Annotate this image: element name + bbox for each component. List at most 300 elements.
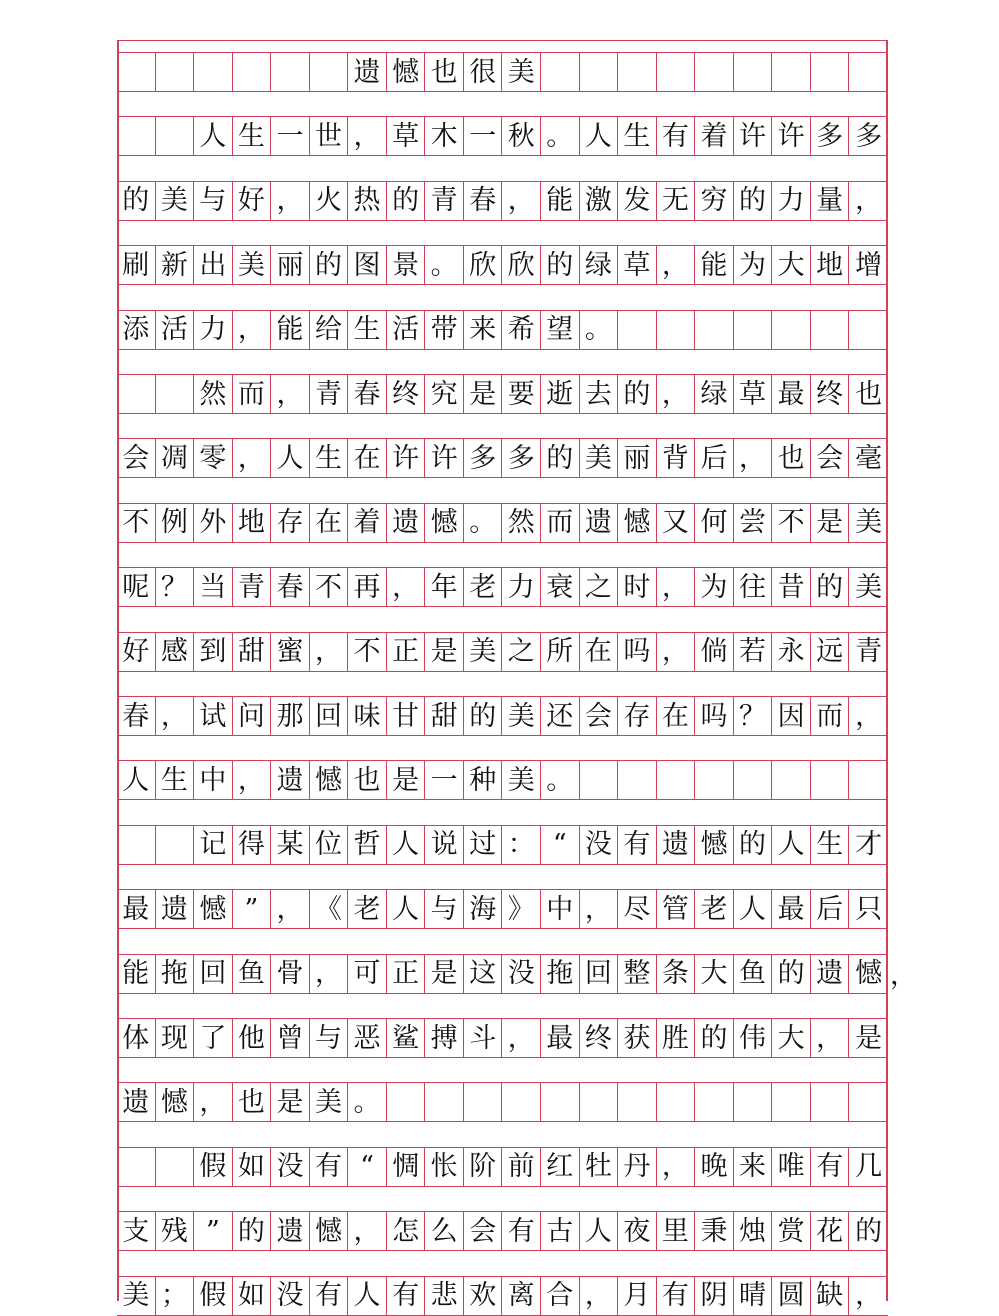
grid-cell: 若 bbox=[734, 633, 773, 671]
grid-cell: ， bbox=[271, 182, 310, 220]
grid-cell: 有 bbox=[811, 1148, 850, 1186]
grid-cell: 是 bbox=[425, 633, 464, 671]
grid-cell: 。 bbox=[580, 311, 619, 349]
grid-cell: 绿 bbox=[580, 246, 619, 284]
grid-cell: 能 bbox=[695, 246, 734, 284]
grid-cell: 也 bbox=[855, 378, 883, 410]
grid-cell: ； bbox=[156, 1277, 195, 1315]
grid-cell: 斗 bbox=[464, 1019, 503, 1057]
grid-cell: 最 bbox=[541, 1019, 580, 1057]
text-row bbox=[117, 954, 888, 994]
grid-cell: 。 bbox=[348, 1083, 387, 1121]
grid-cell: 的 bbox=[772, 955, 811, 993]
grid-cell bbox=[811, 53, 850, 91]
grid-cell: ， bbox=[271, 375, 310, 413]
grid-cell: 大 bbox=[772, 1019, 811, 1057]
grid-cell: ： bbox=[502, 826, 541, 864]
grid-cell bbox=[580, 1083, 619, 1121]
grid-cell: ， bbox=[310, 955, 349, 993]
grid-cell: 体 bbox=[117, 1019, 156, 1057]
grid-cell: 胜 bbox=[657, 1019, 696, 1057]
grid-cell: ， bbox=[657, 375, 696, 413]
grid-cell: 憾 bbox=[425, 504, 464, 542]
grid-cell: 生 bbox=[811, 826, 850, 864]
grid-cell: ， bbox=[580, 890, 619, 928]
grid-cell: 圆 bbox=[772, 1277, 811, 1315]
grid-cell: 有 bbox=[310, 1277, 349, 1315]
grid-cell: 好 bbox=[233, 182, 272, 220]
grid-cell bbox=[117, 53, 156, 91]
grid-cell: 正 bbox=[387, 633, 426, 671]
grid-cell: 夜 bbox=[618, 1212, 657, 1250]
grid-cell: 海 bbox=[464, 890, 503, 928]
grid-cell: 逝 bbox=[541, 375, 580, 413]
grid-cell: 一 bbox=[271, 117, 310, 155]
grid-cell: 憾 bbox=[855, 958, 883, 990]
grid-cell: 鲨 bbox=[387, 1019, 426, 1057]
text-row bbox=[117, 567, 888, 607]
text-row bbox=[117, 696, 888, 736]
grid-cell: 在 bbox=[310, 504, 349, 542]
grid-cell: 衰 bbox=[541, 568, 580, 606]
grid-cell: 零 bbox=[194, 439, 233, 477]
grid-cell bbox=[156, 826, 195, 864]
grid-cell: 说 bbox=[425, 826, 464, 864]
grid-cell: 位 bbox=[310, 826, 349, 864]
grid-cell: 生 bbox=[618, 117, 657, 155]
grid-cell: 的 bbox=[811, 568, 850, 606]
grid-cell: 美 bbox=[310, 1083, 349, 1121]
grid-cell: 地 bbox=[811, 246, 850, 284]
grid-cell: 回 bbox=[194, 955, 233, 993]
grid-cell: 只 bbox=[855, 893, 883, 925]
grid-cell: 望 bbox=[541, 311, 580, 349]
grid-cell: 后 bbox=[811, 890, 850, 928]
grid-cell: 种 bbox=[464, 761, 503, 799]
grid-cell: 遗 bbox=[271, 761, 310, 799]
grid-cell: 然 bbox=[502, 504, 541, 542]
grid-cell: 青 bbox=[425, 182, 464, 220]
grid-cell bbox=[772, 53, 811, 91]
grid-cell: 春 bbox=[348, 375, 387, 413]
grid-cell bbox=[657, 311, 696, 349]
grid-cell bbox=[772, 1083, 811, 1121]
grid-cell bbox=[502, 1083, 541, 1121]
grid-cell: 地 bbox=[233, 504, 272, 542]
grid-cell: 存 bbox=[618, 697, 657, 735]
grid-cell: 花 bbox=[811, 1212, 850, 1250]
grid-cell: 阴 bbox=[695, 1277, 734, 1315]
grid-cell: 激 bbox=[580, 182, 619, 220]
grid-cell: 。 bbox=[425, 246, 464, 284]
text-row bbox=[117, 245, 888, 285]
grid-cell: 搏 bbox=[425, 1019, 464, 1057]
text-row bbox=[117, 116, 888, 156]
grid-cell: 整 bbox=[618, 955, 657, 993]
grid-cell: 活 bbox=[387, 311, 426, 349]
grid-cell: 条 bbox=[657, 955, 696, 993]
grid-cell: 着 bbox=[348, 504, 387, 542]
text-row bbox=[117, 181, 888, 221]
grid-cell: 哲 bbox=[348, 826, 387, 864]
grid-cell bbox=[310, 53, 349, 91]
grid-cell bbox=[387, 1083, 426, 1121]
grid-cell: 几 bbox=[855, 1151, 883, 1183]
title-char: 遗 bbox=[348, 53, 387, 91]
grid-cell: 能 bbox=[117, 955, 156, 993]
grid-cell: 才 bbox=[855, 829, 883, 861]
grid-cell: 前 bbox=[502, 1148, 541, 1186]
title-char: 也 bbox=[425, 53, 464, 91]
grid-cell: 遗 bbox=[387, 504, 426, 542]
grid-cell: ， bbox=[502, 1019, 541, 1057]
grid-cell: 怎 bbox=[387, 1212, 426, 1250]
grid-cell: 憾 bbox=[194, 890, 233, 928]
grid-cell: 会 bbox=[580, 697, 619, 735]
grid-cell: 活 bbox=[156, 311, 195, 349]
grid-cell: 是 bbox=[811, 504, 850, 542]
grid-cell: 来 bbox=[464, 311, 503, 349]
grid-cell bbox=[156, 117, 195, 155]
grid-cell: 感 bbox=[156, 633, 195, 671]
grid-cell bbox=[541, 53, 580, 91]
grid-cell: 人 bbox=[348, 1277, 387, 1315]
grid-cell: 有 bbox=[502, 1212, 541, 1250]
grid-cell: 因 bbox=[772, 697, 811, 735]
grid-cell: 终 bbox=[387, 375, 426, 413]
margin-punctuation: ， bbox=[890, 959, 917, 991]
grid-cell bbox=[695, 761, 734, 799]
text-row bbox=[117, 760, 888, 800]
grid-cell: 量 bbox=[811, 182, 850, 220]
grid-cell bbox=[580, 761, 619, 799]
grid-cell: 丹 bbox=[618, 1148, 657, 1186]
grid-cell: 曾 bbox=[271, 1019, 310, 1057]
grid-cell: 遗 bbox=[271, 1212, 310, 1250]
grid-cell: 多 bbox=[502, 439, 541, 477]
grid-cell: 终 bbox=[811, 375, 850, 413]
grid-cell: ， bbox=[657, 633, 696, 671]
grid-cell: 希 bbox=[502, 311, 541, 349]
grid-cell: 在 bbox=[657, 697, 696, 735]
grid-cell: 倘 bbox=[695, 633, 734, 671]
grid-cell: 尽 bbox=[618, 890, 657, 928]
grid-cell: 又 bbox=[657, 504, 696, 542]
grid-cell: 。 bbox=[464, 504, 503, 542]
grid-cell bbox=[541, 1083, 580, 1121]
grid-cell: ， bbox=[233, 311, 272, 349]
grid-cell: 与 bbox=[194, 182, 233, 220]
grid-cell: 永 bbox=[772, 633, 811, 671]
grid-cell: 有 bbox=[387, 1277, 426, 1315]
text-row bbox=[117, 1276, 888, 1316]
grid-cell: 丽 bbox=[271, 246, 310, 284]
grid-cell: 牡 bbox=[580, 1148, 619, 1186]
grid-cell: 。 bbox=[541, 117, 580, 155]
grid-cell: 没 bbox=[502, 955, 541, 993]
grid-cell: ， bbox=[194, 1083, 233, 1121]
grid-cell: 也 bbox=[233, 1083, 272, 1121]
grid-cell: 然 bbox=[194, 375, 233, 413]
grid-cell: 合 bbox=[541, 1277, 580, 1315]
grid-cell: 世 bbox=[310, 117, 349, 155]
grid-cell: 青 bbox=[855, 636, 883, 668]
text-row bbox=[117, 825, 888, 865]
grid-cell: 年 bbox=[425, 568, 464, 606]
grid-cell: 的 bbox=[855, 1215, 883, 1247]
grid-cell: 也 bbox=[772, 439, 811, 477]
grid-cell: ， bbox=[156, 697, 195, 735]
grid-cell: 憾 bbox=[695, 826, 734, 864]
grid-cell: 最 bbox=[117, 890, 156, 928]
grid-cell: 遗 bbox=[811, 955, 850, 993]
title-char: 美 bbox=[502, 53, 541, 91]
grid-cell: 木 bbox=[425, 117, 464, 155]
grid-cell: 有 bbox=[657, 1277, 696, 1315]
grid-cell: 憾 bbox=[156, 1083, 195, 1121]
grid-cell: 春 bbox=[117, 697, 156, 735]
grid-cell: 春 bbox=[271, 568, 310, 606]
grid-cell: 力 bbox=[502, 568, 541, 606]
grid-cell: 骨 bbox=[271, 955, 310, 993]
grid-cell bbox=[194, 53, 233, 91]
grid-cell: 最 bbox=[772, 890, 811, 928]
grid-cell: 的 bbox=[734, 826, 773, 864]
grid-cell: 现 bbox=[156, 1019, 195, 1057]
grid-cell: 有 bbox=[657, 117, 696, 155]
grid-cell: 吗 bbox=[618, 633, 657, 671]
grid-cell: 发 bbox=[618, 182, 657, 220]
grid-cell: 美 bbox=[117, 1277, 156, 1315]
grid-cell: 了 bbox=[194, 1019, 233, 1057]
grid-cell: 中 bbox=[541, 890, 580, 928]
grid-cell: 甘 bbox=[387, 697, 426, 735]
grid-cell: 人 bbox=[117, 761, 156, 799]
grid-cell: 《 bbox=[310, 890, 349, 928]
grid-cell: 是 bbox=[425, 955, 464, 993]
grid-cell: 问 bbox=[233, 697, 272, 735]
grid-cell: 春 bbox=[464, 182, 503, 220]
grid-cell: 没 bbox=[271, 1148, 310, 1186]
grid-cell bbox=[657, 1083, 696, 1121]
grid-cell: 试 bbox=[194, 697, 233, 735]
grid-cell: 红 bbox=[541, 1148, 580, 1186]
grid-cell: 许 bbox=[734, 117, 773, 155]
grid-cell: 与 bbox=[425, 890, 464, 928]
grid-cell bbox=[618, 1083, 657, 1121]
grid-cell: 味 bbox=[348, 697, 387, 735]
grid-cell: 人 bbox=[271, 439, 310, 477]
grid-cell: 图 bbox=[348, 246, 387, 284]
grid-cell: 烛 bbox=[734, 1212, 773, 1250]
grid-cell: ， bbox=[348, 1212, 387, 1250]
grid-cell: 遗 bbox=[117, 1083, 156, 1121]
grid-cell bbox=[117, 375, 156, 413]
grid-cell: 管 bbox=[657, 890, 696, 928]
grid-cell: 欢 bbox=[464, 1277, 503, 1315]
grid-cell: 会 bbox=[464, 1212, 503, 1250]
grid-cell: 来 bbox=[734, 1148, 773, 1186]
grid-cell: 是 bbox=[855, 1022, 883, 1054]
grid-cell: 能 bbox=[541, 182, 580, 220]
grid-cell: 过 bbox=[464, 826, 503, 864]
grid-cell: 也 bbox=[348, 761, 387, 799]
grid-cell: 最 bbox=[772, 375, 811, 413]
text-row bbox=[117, 503, 888, 543]
grid-cell: ， bbox=[233, 439, 272, 477]
grid-cell bbox=[425, 1083, 464, 1121]
grid-cell: 为 bbox=[695, 568, 734, 606]
grid-cell: 遗 bbox=[657, 826, 696, 864]
grid-cell: 美 bbox=[855, 507, 883, 539]
grid-cell bbox=[618, 53, 657, 91]
grid-cell: 能 bbox=[271, 311, 310, 349]
grid-cell: 往 bbox=[734, 568, 773, 606]
grid-cell: 遗 bbox=[156, 890, 195, 928]
grid-cell: 阶 bbox=[464, 1148, 503, 1186]
grid-cell: 出 bbox=[194, 246, 233, 284]
grid-cell: 没 bbox=[580, 826, 619, 864]
grid-cell: 憾 bbox=[310, 1212, 349, 1250]
grid-cell: 的 bbox=[117, 182, 156, 220]
grid-cell bbox=[618, 311, 657, 349]
grid-cell bbox=[811, 1083, 850, 1121]
grid-cell: ， bbox=[502, 182, 541, 220]
grid-cell: 美 bbox=[233, 246, 272, 284]
grid-cell: 美 bbox=[855, 571, 883, 603]
grid-cell: 有 bbox=[618, 826, 657, 864]
grid-cell: ？ bbox=[734, 697, 773, 735]
grid-cell bbox=[117, 1148, 156, 1186]
grid-cell: ， bbox=[657, 1148, 696, 1186]
grid-cell bbox=[156, 375, 195, 413]
grid-cell bbox=[156, 1148, 195, 1186]
grid-cell: 晚 bbox=[695, 1148, 734, 1186]
grid-cell: 去 bbox=[580, 375, 619, 413]
grid-cell: 一 bbox=[425, 761, 464, 799]
grid-cell: 增 bbox=[855, 249, 883, 281]
grid-cell: 欣 bbox=[502, 246, 541, 284]
grid-cell: 许 bbox=[387, 439, 426, 477]
grid-cell: 许 bbox=[425, 439, 464, 477]
grid-cell: 的 bbox=[464, 697, 503, 735]
grid-cell: 美 bbox=[156, 182, 195, 220]
grid-cell: 一 bbox=[464, 117, 503, 155]
grid-cell: 人 bbox=[734, 890, 773, 928]
grid-cell: 丽 bbox=[618, 439, 657, 477]
grid-cell bbox=[117, 826, 156, 864]
grid-cell: 不 bbox=[348, 633, 387, 671]
grid-cell: 离 bbox=[502, 1277, 541, 1315]
grid-cell: 可 bbox=[348, 955, 387, 993]
grid-cell: 再 bbox=[348, 568, 387, 606]
grid-cell: 遗 bbox=[580, 504, 619, 542]
grid-cell: 如 bbox=[233, 1148, 272, 1186]
grid-cell: 生 bbox=[310, 439, 349, 477]
grid-cell: 为 bbox=[734, 246, 773, 284]
text-row bbox=[117, 1147, 888, 1187]
grid-cell: ， bbox=[387, 568, 426, 606]
grid-cell: 没 bbox=[271, 1277, 310, 1315]
grid-cell: 多 bbox=[811, 117, 850, 155]
grid-cell: 穷 bbox=[695, 182, 734, 220]
text-row bbox=[117, 1018, 888, 1058]
grid-cell: 如 bbox=[233, 1277, 272, 1315]
grid-cell: 正 bbox=[387, 955, 426, 993]
text-row bbox=[117, 374, 888, 414]
grid-cell: ， bbox=[855, 185, 883, 217]
title-row bbox=[117, 52, 888, 92]
grid-cell: 绿 bbox=[695, 375, 734, 413]
grid-cell bbox=[849, 1083, 888, 1121]
grid-cell bbox=[657, 761, 696, 799]
grid-cell: 热 bbox=[348, 182, 387, 220]
grid-cell: 力 bbox=[772, 182, 811, 220]
grid-cell: 尝 bbox=[734, 504, 773, 542]
grid-cell: 赏 bbox=[772, 1212, 811, 1250]
grid-cell: 中 bbox=[194, 761, 233, 799]
grid-cell: 生 bbox=[156, 761, 195, 799]
grid-cell: ， bbox=[271, 890, 310, 928]
grid-cell: 生 bbox=[233, 117, 272, 155]
grid-cell: 记 bbox=[194, 826, 233, 864]
grid-cell: 青 bbox=[233, 568, 272, 606]
grid-cell: ， bbox=[233, 761, 272, 799]
grid-cell bbox=[695, 311, 734, 349]
grid-cell: 而 bbox=[233, 375, 272, 413]
grid-cell: 人 bbox=[387, 890, 426, 928]
grid-cell: ” bbox=[233, 890, 272, 928]
grid-cell: 存 bbox=[271, 504, 310, 542]
grid-cell: 景 bbox=[387, 246, 426, 284]
grid-cell: 不 bbox=[310, 568, 349, 606]
grid-cell: 有 bbox=[310, 1148, 349, 1186]
grid-cell: 的 bbox=[734, 182, 773, 220]
grid-cell: 吗 bbox=[695, 697, 734, 735]
grid-cell: 的 bbox=[695, 1019, 734, 1057]
grid-cell: 呢 bbox=[117, 568, 156, 606]
grid-cell: 青 bbox=[310, 375, 349, 413]
grid-cell: 月 bbox=[618, 1277, 657, 1315]
grid-cell: 不 bbox=[772, 504, 811, 542]
grid-cell bbox=[734, 761, 773, 799]
grid-cell: 而 bbox=[811, 697, 850, 735]
grid-cell: 蜜 bbox=[271, 633, 310, 671]
grid-cell bbox=[618, 761, 657, 799]
grid-cell bbox=[734, 53, 773, 91]
grid-cell: 还 bbox=[541, 697, 580, 735]
grid-cell bbox=[695, 1083, 734, 1121]
grid-cell: 他 bbox=[233, 1019, 272, 1057]
grid-cell: 终 bbox=[580, 1019, 619, 1057]
grid-cell: ， bbox=[855, 700, 883, 732]
grid-cell: 着 bbox=[695, 117, 734, 155]
grid-cell: ？ bbox=[156, 568, 195, 606]
grid-cell: ， bbox=[855, 1280, 883, 1312]
grid-cell: 多 bbox=[855, 120, 883, 152]
grid-cell: 毫 bbox=[855, 442, 883, 474]
grid-cell: 新 bbox=[156, 246, 195, 284]
grid-cell: 大 bbox=[695, 955, 734, 993]
grid-cell bbox=[271, 53, 310, 91]
grid-cell: 》 bbox=[502, 890, 541, 928]
grid-cell: 拖 bbox=[156, 955, 195, 993]
grid-cell bbox=[849, 761, 888, 799]
grid-cell: 某 bbox=[271, 826, 310, 864]
grid-cell bbox=[849, 311, 888, 349]
grid-cell: 鱼 bbox=[734, 955, 773, 993]
grid-cell bbox=[156, 53, 195, 91]
